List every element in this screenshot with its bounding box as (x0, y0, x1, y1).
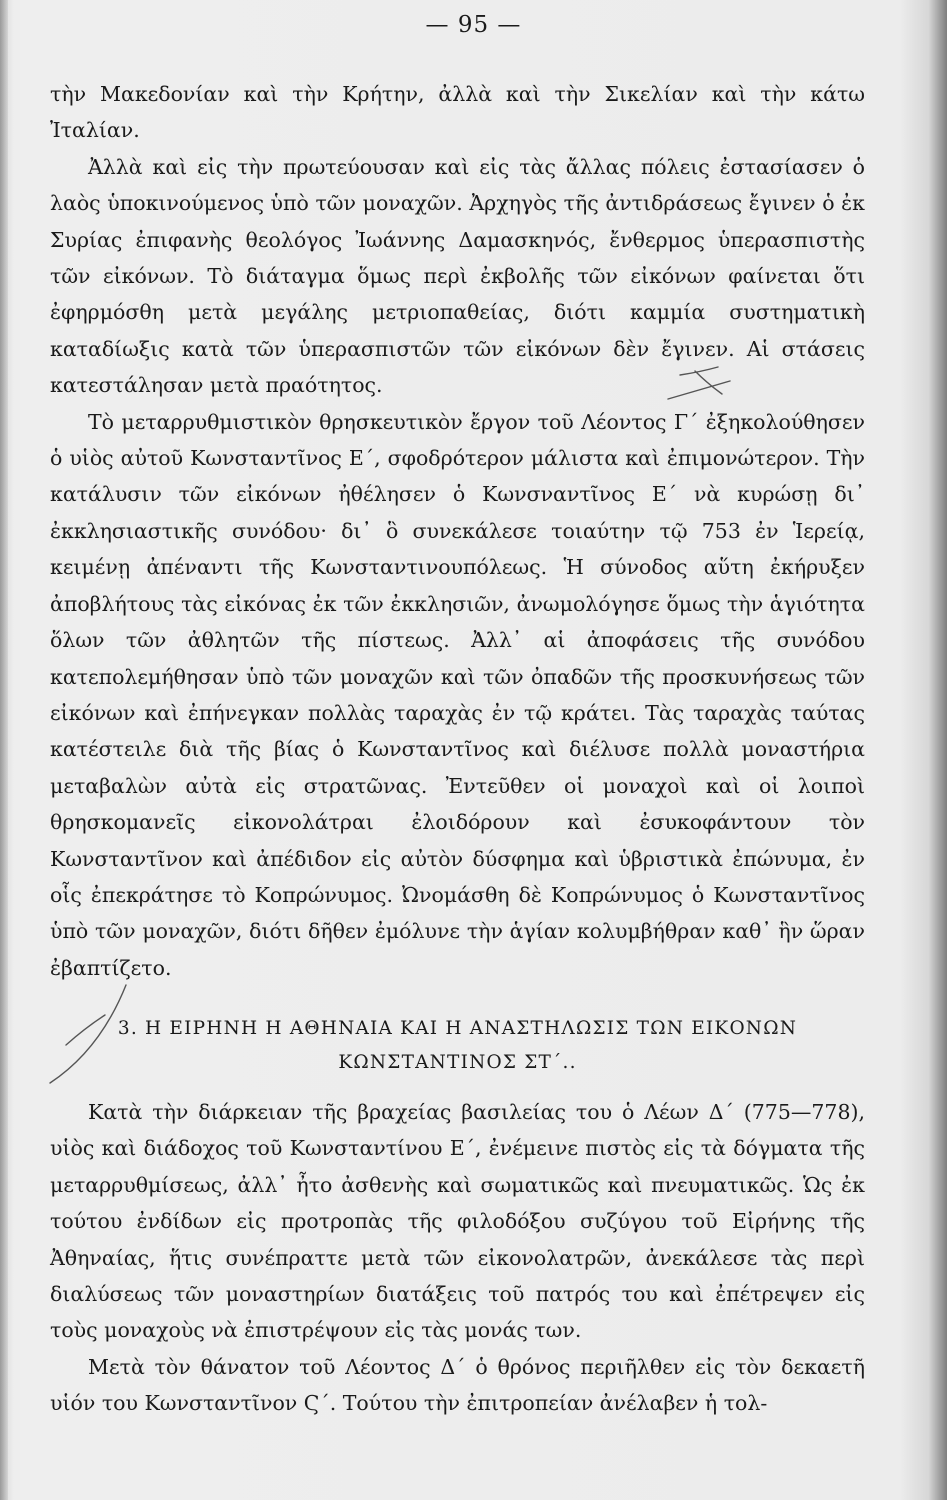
section-heading (50, 1012, 865, 1080)
page-binding-shadow (929, 0, 947, 1500)
text-block-bottom (50, 1094, 865, 1422)
page-left-edge (0, 0, 8, 1500)
text-block-top (50, 76, 865, 986)
section-heading-line-1: 3. Η ΕΙΡΗΝΗ Η ΑΘΗΝΑΙΑ ΚΑΙ Η ΑΝΑΣΤΗΛΩΣΙΣ ΤΩΝ ΕΙΚΟΝΩΝ (117, 1018, 798, 1039)
section-heading-line-2: ΚΩΝΣΤΑΝΤΙΝΟΣ ΣΤ΄.. (338, 1052, 577, 1073)
paragraph: Τὸ μεταρρυθμιστικὸν θρησκευτικὸν ἔργον τοῦ Λέοντος Γ΄ ἐξηκολούθησεν ὁ υἱὸς αὐτοῦ Κωνσταντῖνος Ε΄, σφοδρότερον μάλιστα καὶ ἐπιμονώτερον. Τὴν κατάλυσιν τῶν εἰκόνων ἠθέλησεν ὁ Κωνσναντῖνος Ε΄ νὰ κυρώσῃ δι᾿ ἐκκλησιαστικῆς συνόδου· δι᾿ ὃ συνεκάλεσε τοιαύτην τῷ 753 ἐν Ἱερείᾳ, κειμένῃ ἀπέναντι τῆς Κωνσταντινουπόλεως. Ἡ σύνοδος αὕτη ἐκήρυξεν ἀποβλήτους τὰς εἰκόνας ἐκ τῶν ἐκκλησιῶν, ἀνωμολόγησε ὅμως τὴν ἁγιότητα ὅλων τῶν ἀθλητῶν τῆς πίστεως. Ἀλλ᾿ αἱ ἀποφάσεις τῆς συνόδου κατεπολεμήθησαν ὑπὸ τῶν μοναχῶν καὶ τῶν ὀπαδῶν τῆς προσκυνήσεως τῶν εἰκόνων καὶ ἐπήνεγκαν πολλὰς ταραχὰς ἐν τῷ κράτει. Τὰς ταραχὰς ταύτας κατέστειλε διὰ τῆς βίας ὁ Κωνσταντῖνος καὶ διέλυσε πολλὰ μοναστήρια μεταβαλὼν αὐτὰ εἰς στρατῶνας. Ἐντεῦθεν οἱ μοναχοὶ καὶ οἱ λοιποὶ θρησκομανεῖς εἰκονολάτραι ἐλοιδόρουν καὶ ἐσυκοφάντουν τὸν Κωνσταντῖνον καὶ ἀπέδιδον εἰς αὐτὸν δύσφημα καὶ ὑβριστικὰ ἐπώνυμα, ἐν οἷς ἐπεκράτησε τὸ Κοπρώνυμος. Ὠνομάσθη δὲ Κοπρώνυμος ὁ Κωνσταντῖνος ὑπὸ τῶν μοναχῶν, διότι δῆθεν ἐμόλυνε τὴν ἁγίαν κολυμβήθραν καθ᾿ ἣν ὥραν ἐβαπτίζετο. (50, 409, 865, 980)
paragraph: Μετὰ τὸν θάνατον τοῦ Λέοντος Δ΄ ὁ θρόνος περιῆλθεν εἰς τὸν δεκαετῆ υἱόν του Κωνσταντῖνον Ϛ΄. Τούτου τὴν ἐπιτροπείαν ἀνέλαβεν ἡ τολ- (50, 1354, 865, 1416)
paragraph: τὴν Μακεδονίαν καὶ τὴν Κρήτην, ἀλλὰ καὶ τὴν Σικελίαν καὶ τὴν κάτω Ἰταλίαν. (50, 82, 865, 143)
page-number: — 95 — (425, 12, 522, 38)
paragraph: Κατὰ τὴν διάρκειαν τῆς βραχείας βασιλείας του ὁ Λέων Δ΄ (775—778), υἱὸς καὶ διάδοχος τοῦ Κωνσταντίνου Ε΄, ἐνέμεινε πιστὸς εἰς τὰ δόγματα τῆς μεταρρυθμίσεως, ἀλλ᾿ ἦτο ἀσθενὴς καὶ σωματικῶς καὶ πνευματικῶς. Ὡς ἐκ τούτου ἐνδίδων εἰς προτροπὰς τῆς φιλοδόξου συζύγου τοῦ Εἰρήνης τῆς Ἀθηναίας, ἥτις συνέπραττε μετὰ τῶν εἰκονολατρῶν, ἀνεκάλεσε τὰς περὶ διαλύσεως τῶν μοναστηρίων διατάξεις τοῦ πατρός του καὶ ἐπέτρεψεν εἰς τοὺς μοναχοὺς νὰ ἐπιστρέψουν εἰς τὰς μονάς των. (50, 1100, 865, 1343)
paragraph: Ἀλλὰ καὶ εἰς τὴν πρωτεύουσαν καὶ εἰς τὰς ἄλλας πόλεις ἐστασίασεν ὁ λαὸς ὑποκινούμενος ὑπὸ τῶν μοναχῶν. Ἀρχηγὸς τῆς ἀντιδράσεως ἔγινεν ὁ ἐκ Συρίας ἐπιφανὴς θεολόγος Ἰωάννης Δαμασκηνός, ἔνθερμος ὑπερασπιστὴς τῶν εἰκόνων. Τὸ διάταγμα ὅμως περὶ ἐκβολῆς τῶν εἰκόνων φαίνεται ὅτι ἐφηρμόσθη μετὰ μεγάλης μετριοπαθείας, διότι καμμία συστηματικὴ καταδίωξις κατὰ τῶν ὑπερασπιστῶν τῶν εἰκόνων δὲν ἔγινεν. Αἱ στάσεις κατεστάλησαν μετὰ πραότητος. (50, 154, 865, 398)
